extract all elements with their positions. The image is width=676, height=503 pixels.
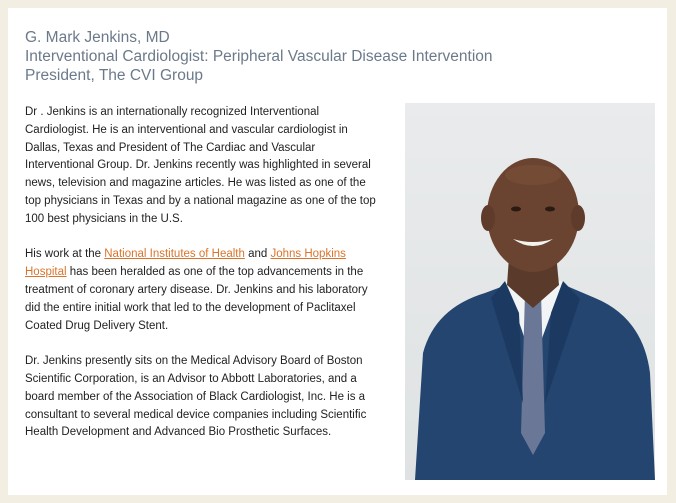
bio-paragraph-1: Dr . Jenkins is an internationally recognized Interventional Cardiologist. He is an interventional and vascular cardiologist in Dallas, Texas and President of The Cardiac and Vascular Interventional Group. Dr. Jenkins recently was highlighted in several news, television and magazine articles. He was listed as one of the top physicians in Texas and by a national magazine as one of the top 100 best physicians in the U.S. [25, 106, 376, 225]
johns-hopkins-link[interactable]: Johns Hopkins Hospital [25, 248, 346, 279]
bio-text-span: and [244, 248, 271, 261]
doctor-name: G. Mark Jenkins, MD [25, 29, 170, 46]
bio-text-span: has been heralded as one of the top advancements in the treatment of coronary artery disease. Dr. Jenkins and his laboratory did the entire initial work that led to the development of Paclitaxel Coated Drug Delivery Stent. [25, 266, 368, 332]
doctor-role: President, The CVI Group [25, 67, 204, 84]
doctor-specialty: Interventional Cardiologist: Peripheral Vascular Disease Intervention [25, 48, 493, 65]
bio-paragraph-2 [25, 246, 377, 335]
doctor-portrait [405, 103, 655, 480]
profile-card [8, 8, 667, 495]
portrait-illustration [405, 103, 655, 480]
bio-text-span: His work at the [25, 248, 105, 261]
bio-paragraph-3: Dr. Jenkins presently sits on the Medical Advisory Board of Boston Scientific Corporation, is an Advisor to Abbott Laboratories, and a board member of the Association of Black Cardiologist, Inc. He is a consultant to several medical device companies including Scientific Health Development and Advanced Bio Prosthetic Surfaces. [25, 355, 367, 439]
nih-link[interactable]: National Institutes of Health [104, 248, 245, 261]
bio-text [25, 104, 377, 460]
profile-heading [25, 28, 493, 85]
